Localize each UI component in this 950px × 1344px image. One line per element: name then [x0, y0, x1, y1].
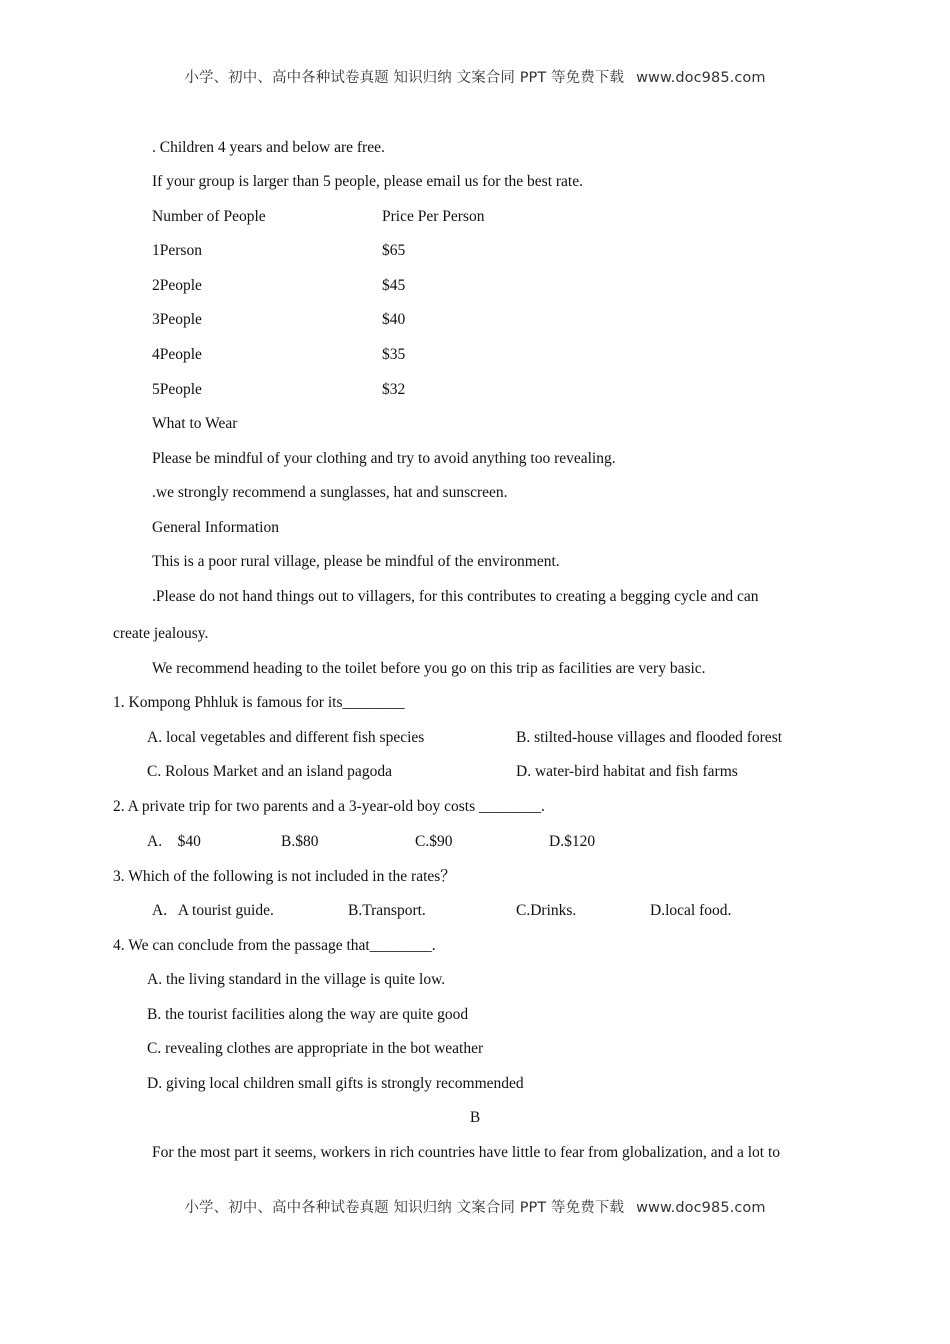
price-value: $65 — [382, 242, 406, 259]
banner-text: 小学、初中、高中各种试卷真题 知识归纳 文案合同 PPT 等免费下载 — [184, 1200, 625, 1216]
general-info-line: .Please do not hand things out to villagers, for this contributes to creating a begging cycle and can — [152, 588, 759, 605]
footer-banner — [0, 1196, 950, 1217]
people-count: 5People — [152, 381, 202, 398]
option-a: A. $40 — [147, 833, 201, 850]
banner-url[interactable]: www.doc985.com — [636, 1200, 766, 1216]
people-count: 3People — [152, 311, 202, 328]
option-b: B.Transport. — [348, 902, 426, 919]
question-stem: 2. A private trip for two parents and a 3-year-old boy costs ________. — [113, 798, 545, 815]
general-info-heading: General Information — [152, 519, 279, 536]
price-value: $32 — [382, 381, 406, 398]
wear-line: Please be mindful of your clothing and try to avoid anything too revealing. — [152, 450, 616, 467]
option-d: D. giving local children small gifts is strongly recommended — [147, 1075, 524, 1092]
option-a: A. A tourist guide. — [152, 902, 274, 919]
general-info-line: This is a poor rural village, please be mindful of the environment. — [152, 553, 560, 570]
option-c: C.$90 — [415, 833, 453, 850]
wear-line: .we strongly recommend a sunglasses, hat and sunscreen. — [152, 484, 508, 501]
banner-text: 小学、初中、高中各种试卷真题 知识归纳 文案合同 PPT 等免费下载 — [184, 70, 625, 86]
question-stem: 3. Which of the following is not included in the rates？ — [113, 868, 456, 885]
people-count: 1Person — [152, 242, 202, 259]
option-b: B. stilted-house villages and flooded forest — [516, 729, 783, 746]
option-d: D.$120 — [549, 833, 596, 850]
price-value: $45 — [382, 277, 406, 294]
what-to-wear-heading: What to Wear — [152, 415, 238, 432]
general-info-line: We recommend heading to the toilet before you go on this trip as facilities are very basic. — [152, 660, 706, 677]
option-d: D.local food. — [650, 902, 732, 919]
option-c: C.Drinks. — [516, 902, 577, 919]
option-a: A. local vegetables and different fish species — [147, 729, 425, 746]
general-info-line-continued: create jealousy. — [113, 625, 209, 642]
option-b: B.$80 — [281, 833, 319, 850]
option-c: C. Rolous Market and an island pagoda — [147, 763, 392, 780]
header-banner — [0, 66, 950, 87]
children-free-note: . Children 4 years and below are free. — [152, 139, 385, 156]
table-header-price: Price Per Person — [382, 208, 485, 225]
question-stem: 1. Kompong Phhluk is famous for its________ — [113, 694, 405, 711]
price-value: $35 — [382, 346, 406, 363]
question-stem: 4. We can conclude from the passage that________. — [113, 937, 436, 954]
option-c: C. revealing clothes are appropriate in the bot weather — [147, 1040, 484, 1057]
banner-url[interactable]: www.doc985.com — [636, 70, 766, 86]
section-b-label: B — [469, 1109, 481, 1126]
option-b: B. the tourist facilities along the way are quite good — [147, 1006, 469, 1023]
option-a: A. the living standard in the village is quite low. — [147, 971, 446, 988]
section-b-first-line: For the most part it seems, workers in rich countries have little to fear from globalization, and a lot to — [152, 1144, 781, 1161]
price-value: $40 — [382, 311, 406, 328]
option-d: D. water-bird habitat and fish farms — [516, 763, 738, 780]
table-header-people: Number of People — [152, 208, 266, 225]
group-rate-note: If your group is larger than 5 people, please email us for the best rate. — [152, 173, 583, 190]
people-count: 2People — [152, 277, 202, 294]
people-count: 4People — [152, 346, 202, 363]
